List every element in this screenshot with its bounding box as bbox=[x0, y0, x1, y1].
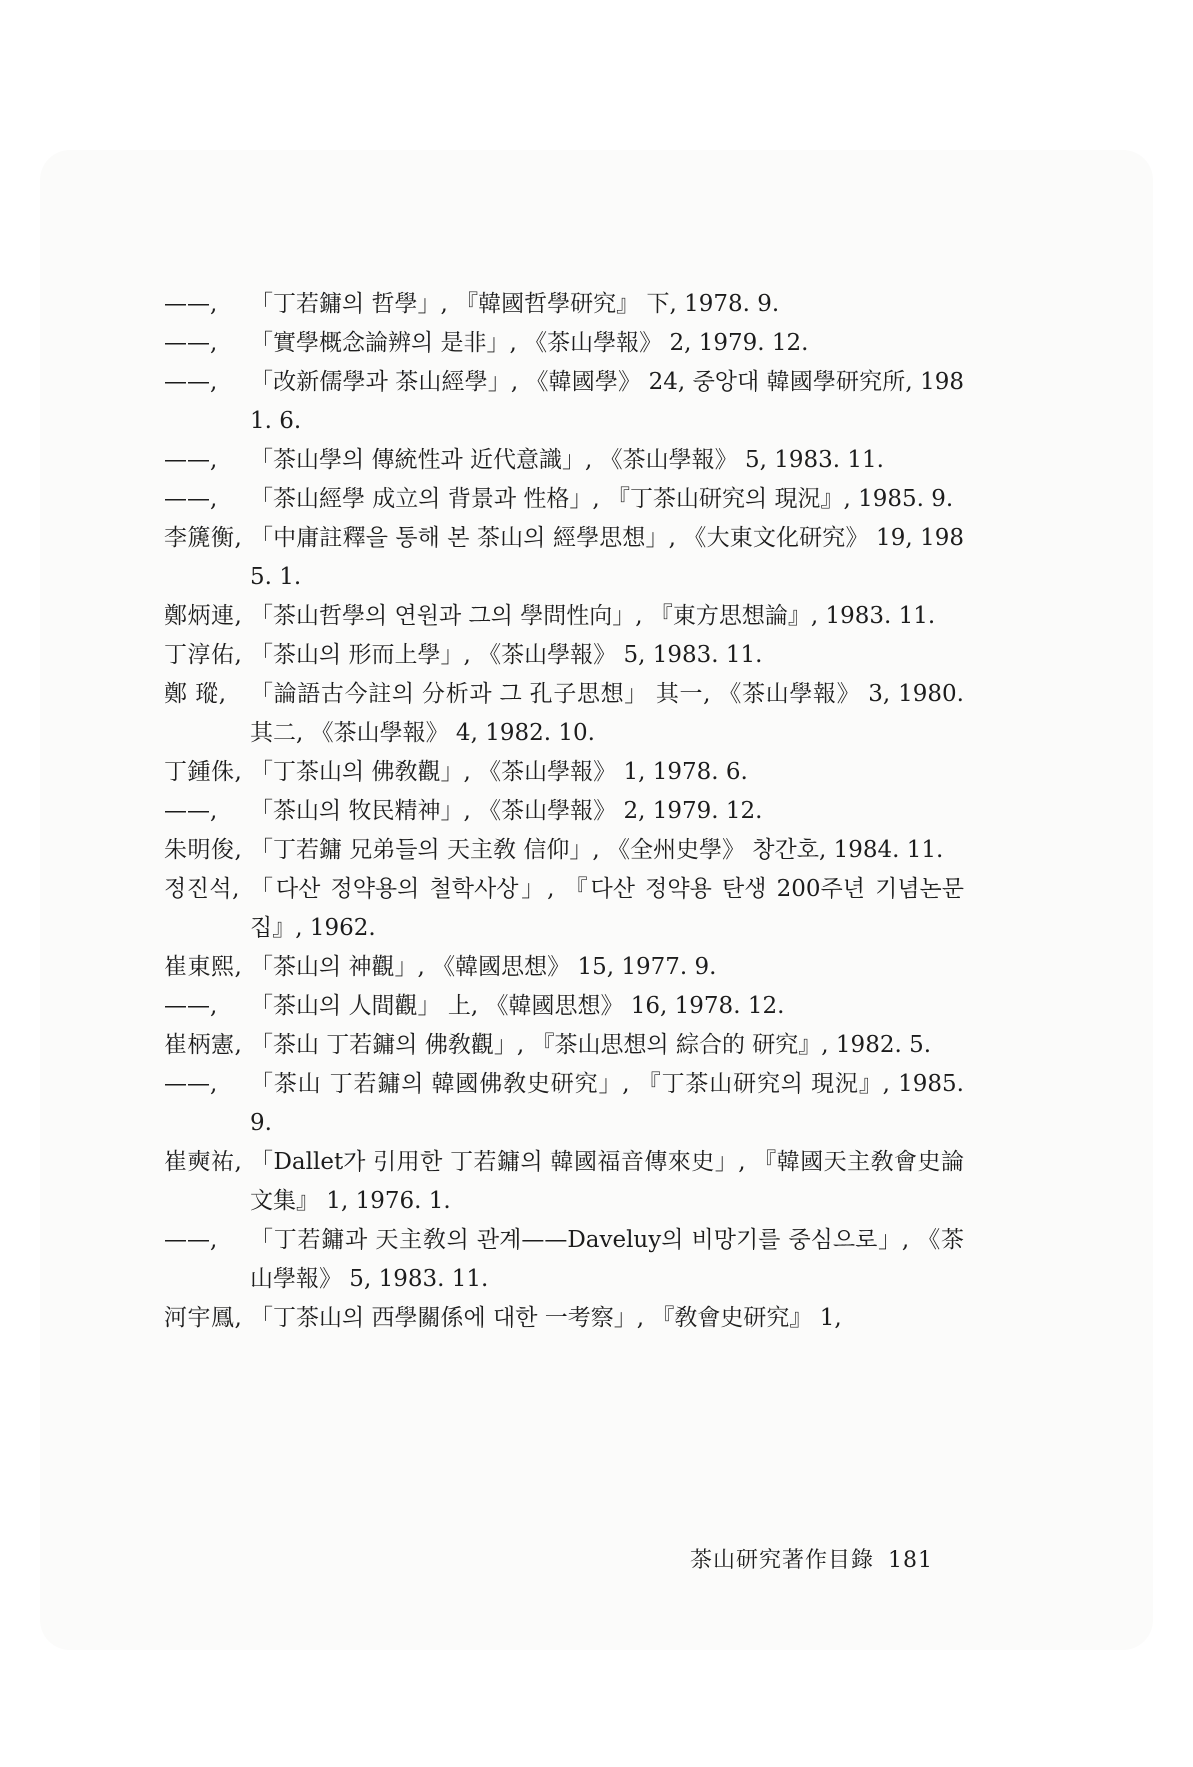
entry-citation: 「丁茶山의 佛敎觀」, 《茶山學報》 1, 1978. 6. bbox=[250, 759, 748, 785]
entry-author: 鄭炳連, bbox=[164, 603, 243, 629]
entry-author: ——, bbox=[164, 1071, 218, 1097]
bibliography-entry bbox=[164, 753, 964, 792]
entry-citation: 「茶山 丁若鏞의 佛敎觀」, 『茶山思想의 綜合的 研究』, 1982. 5. bbox=[250, 1032, 932, 1058]
entry-author: 朱明俊, bbox=[164, 837, 243, 863]
entry-author: 河宇鳳, bbox=[164, 1305, 243, 1331]
entry-citation: 「茶山經學 成立의 背景과 性格」, 『丁茶山研究의 現況』, 1985. 9. bbox=[250, 486, 954, 512]
entry-citation: 「茶山의 人間觀」 上, 《韓國思想》 16, 1978. 12. bbox=[250, 993, 785, 1019]
entry-citation: 「茶山의 神觀」, 《韓國思想》 15, 1977. 9. bbox=[250, 954, 717, 980]
bibliography-entry bbox=[164, 948, 964, 987]
entry-citation: 「丁茶山의 西學關係에 대한 一考察」, 『敎會史研究』 1, bbox=[250, 1305, 842, 1331]
entry-citation: 「茶山의 形而上學」, 《茶山學報》 5, 1983. 11. bbox=[250, 642, 763, 668]
bibliography-entry bbox=[164, 285, 964, 324]
entry-author: 李篪衡, bbox=[164, 525, 243, 551]
entry-author: ——, bbox=[164, 447, 218, 473]
bibliography-entry bbox=[164, 1299, 964, 1338]
entry-citation: 「實學概念論辨의 是非」, 《茶山學報》 2, 1979. 12. bbox=[250, 330, 809, 356]
entry-author: 丁鍾侏, bbox=[164, 759, 243, 785]
entry-author: ——, bbox=[164, 798, 218, 824]
bibliography-entry bbox=[164, 324, 964, 363]
entry-citation: 「茶山學의 傳統性과 近代意識」, 《茶山學報》 5, 1983. 11. bbox=[250, 447, 884, 473]
entry-citation: 「丁若鏞의 哲學」, 『韓國哲學研究』 下, 1978. 9. bbox=[250, 291, 780, 317]
entry-author: ——, bbox=[164, 291, 218, 317]
bibliography-entry bbox=[164, 636, 964, 675]
entry-citation: 「茶山의 牧民精神」, 《茶山學報》 2, 1979. 12. bbox=[250, 798, 763, 824]
bibliography-entry bbox=[164, 675, 964, 753]
entry-author: ——, bbox=[164, 369, 218, 395]
bibliography-entry bbox=[164, 363, 964, 441]
entry-author: 崔柄憲, bbox=[164, 1032, 243, 1058]
entry-citation: 「論語古今註의 分析과 그 孔子思想」 其一, 《茶山學報》 3, 1980. 其二, 《茶山學報》 4, 1982. 10. bbox=[250, 681, 964, 746]
bibliography-entry bbox=[164, 1143, 964, 1221]
bibliography-list bbox=[164, 285, 964, 1338]
bibliography-entry bbox=[164, 1026, 964, 1065]
page-footer bbox=[690, 1543, 933, 1574]
entry-citation: 「改新儒學과 茶山經學」, 《韓國學》 24, 중앙대 韓國學研究所, 1981. 6. bbox=[250, 369, 964, 434]
entry-citation: 「다산 정약용의 철학사상」, 『다산 정약용 탄생 200주년 기념논문집』, 1962. bbox=[250, 876, 964, 941]
bibliography-entry bbox=[164, 480, 964, 519]
entry-author: ——, bbox=[164, 330, 218, 356]
bibliography-entry bbox=[164, 441, 964, 480]
entry-author: ——, bbox=[164, 993, 218, 1019]
entry-author: 정진석, bbox=[164, 876, 240, 902]
entry-citation: 「Dallet가 引用한 丁若鏞의 韓國福音傳來史」, 『韓國天主敎會史論文集』 1, 1976. 1. bbox=[250, 1149, 964, 1214]
entry-citation: 「丁若鏞과 天主敎의 관계——Daveluy의 비망기를 중심으로」, 《茶山學報》 5, 1983. 11. bbox=[250, 1227, 964, 1292]
entry-citation: 「丁若鏞 兄弟들의 天主敎 信仰」, 《全州史學》 창간호, 1984. 11. bbox=[250, 837, 944, 863]
entry-author: 丁淳佑, bbox=[164, 642, 243, 668]
entry-citation: 「茶山哲學의 연원과 그의 學問性向」, 『東方思想論』, 1983. 11. bbox=[250, 603, 936, 629]
bibliography-entry bbox=[164, 987, 964, 1026]
bibliography-entry bbox=[164, 831, 964, 870]
entry-citation: 「茶山 丁若鏞의 韓國佛敎史研究」, 『丁茶山研究의 現況』, 1985. 9. bbox=[250, 1071, 964, 1136]
entry-author: 崔東熙, bbox=[164, 954, 243, 980]
entry-author: 崔奭祐, bbox=[164, 1149, 243, 1175]
bibliography-entry bbox=[164, 597, 964, 636]
bibliography-entry bbox=[164, 519, 964, 597]
bibliography-entry bbox=[164, 1065, 964, 1143]
entry-author: ——, bbox=[164, 486, 218, 512]
entry-author: ——, bbox=[164, 1227, 218, 1253]
entry-citation: 「中庸註釋을 통해 본 茶山의 經學思想」, 《大東文化研究》 19, 1985. 1. bbox=[250, 525, 964, 590]
bibliography-entry bbox=[164, 870, 964, 948]
bibliography-entry bbox=[164, 792, 964, 831]
running-title: 茶山研究著作目錄 bbox=[690, 1548, 875, 1573]
page-number: 181 bbox=[888, 1548, 934, 1573]
entry-author: 鄭 瑽, bbox=[164, 681, 227, 707]
bibliography-entry bbox=[164, 1221, 964, 1299]
